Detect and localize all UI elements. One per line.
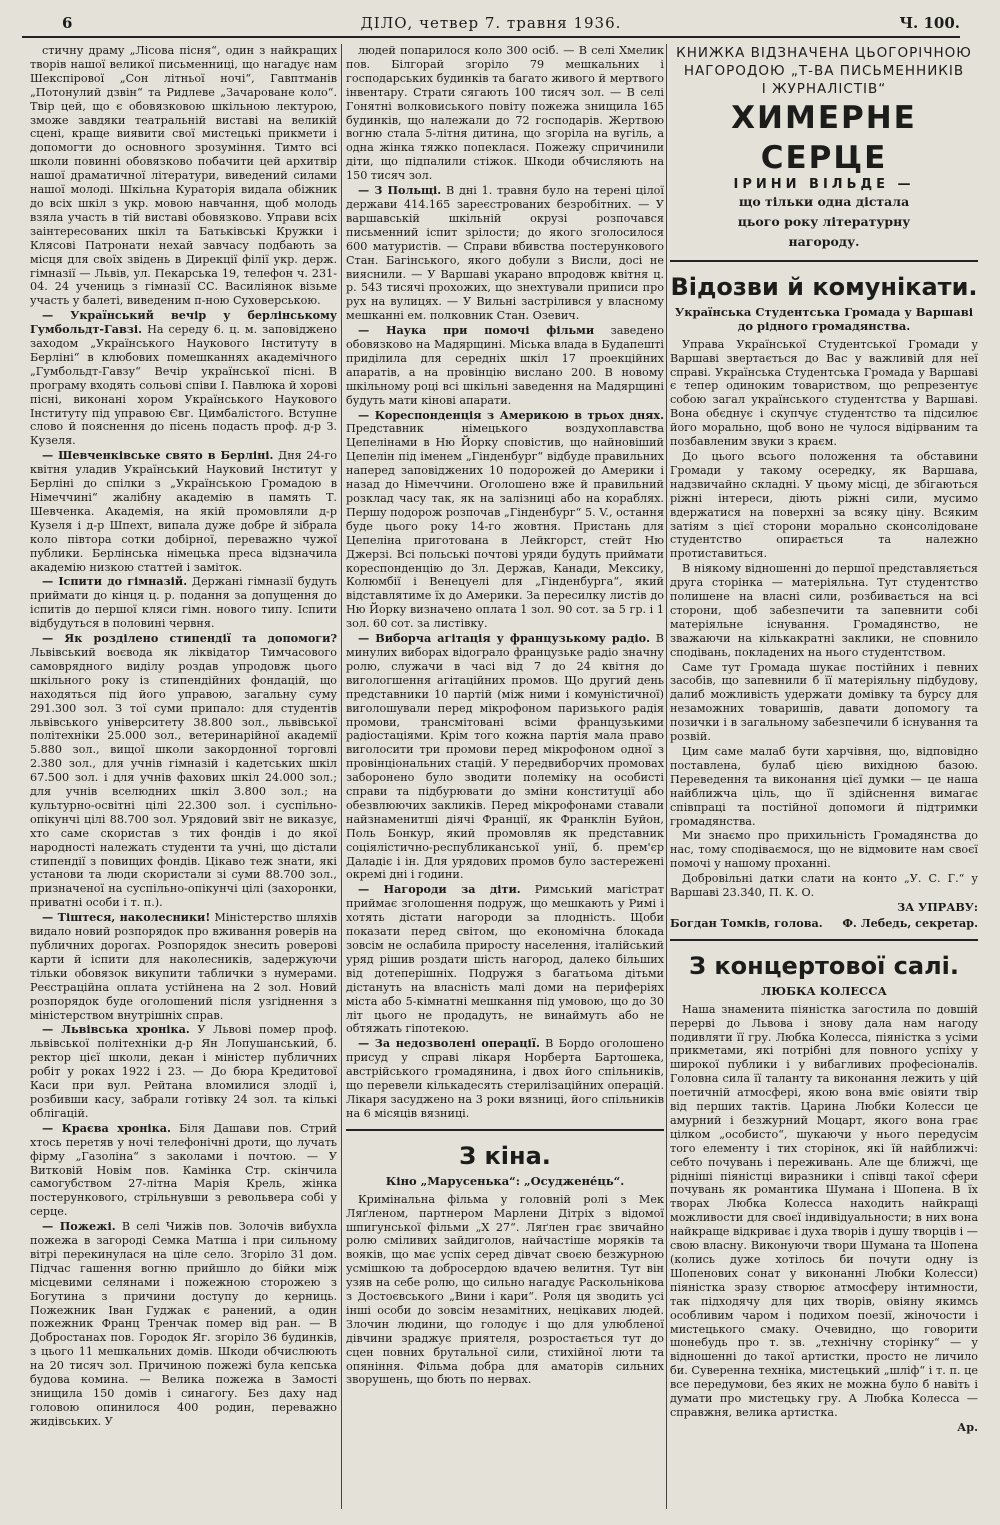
advert-line: НАГОРОДОЮ „Т-ВА ПИСЬМЕННИКІВ	[683, 63, 965, 79]
news-headline: — Наука при помочі фільми	[358, 323, 595, 338]
news-headline: — Пожежі.	[42, 1219, 116, 1234]
masthead	[22, 14, 960, 38]
news-item	[346, 883, 664, 1036]
cinema-subheading: Кіно „Марусенька“: „Осуджене́ць“.	[385, 1173, 625, 1188]
news-text: В дні 1. травня було на терені цілої держави 414.165 зареєстрованих безробітних. — У варшавській шкільній окрузі розпочався письменний іспит зрілости; до якого зголосилося 600 матуристів. — Справи вбивства постерункового Стан. Багінського, якого добули з Висли, досі не вияснили. — У Варшаві укарано впродовж квітня ц. р. 543 тисячі прохожих, що знехтували приписи про рух на вулицях. — У Вильні застрілився у власному мешканні ем. полковник Стан. Озевич.	[346, 184, 664, 323]
news-item	[346, 44, 664, 183]
news-text: Римський магістрат приймає зголошення подруж, що мешкають у Римі і хотять дістати нагороди за плодність. Щоби показати перед світом, що економічна блокада зовсім не ослабила приросту населення, італійський уряд рішив роздати шість нагород, далеко більших від дотеперішніх. Подружя з багатьома дітьми дістануть на власність малі доми на периферіях міста або 5-кімнатні мешкання під умовою, що до 30 літ цього не продадуть, не винаймуть або не обтяжать гіпотекою.	[346, 883, 664, 1036]
signature-chair: Богдан Томків, голова.	[670, 915, 823, 930]
concert-heading: З концертової салі.	[688, 951, 959, 980]
column-divider	[666, 44, 667, 1509]
masthead-title: ДІЛО, четвер 7. травня 1936.	[360, 14, 622, 32]
paragraph: Саме тут Громада шукає постійних і певних засобів, що запевнили б її матеріяльну підбудову, далиб можливість удержати домівку та бурсу для незаможних товаришів, давати допомогу та позички і в загальному забезпечили б існування та розвій.	[670, 660, 978, 744]
signatures	[670, 917, 978, 931]
news-headline: — Нагороди за діти.	[358, 882, 521, 897]
news-text: заведено обовязково на Мадярщині. Міська влада в Будапешті приділила для середніх шкіл 17 проекційних апаратів, а на провінцію вислано 200. В новому шкільному році всі шкільні заведення на Мадярщині будуть мати кінові апарати.	[346, 324, 664, 407]
cinema-review: Кримінальна фільма у головній ролі з Мек Ляґленом, партнером Марлени Дітріх з відомої шпигунської фільми „Х 27“. Ляґлен грає звичайно ролю сміливих зайдиголов, найчастіше моряків та вояків, що має успіх серед дівчат своєю безжурною усмішкою та добросердою вдачею велитня. Тут він узяв на себе ролю, що сильно нагадує Раскольнікова з Достоєвського „Вини і кари“. Роля ця зводить усі інші особи до зовсім незамітних, нецікавих людей. Злочин людини, що голодує і що для улюбленої дівчини зраджує приятеля, розростається тут до сцен повних брутальної сили, стихійної люти та опяніння. Фільма добра для аматорів сильних зворушень, що бють по нервах.	[346, 1192, 664, 1387]
news-item	[30, 1023, 337, 1120]
news-text: Львівський воєвода як ліквідатор Тимчасового самоврядного виділу роздав упродовж цього шкільного року із стипендійних фондацій, що находяться під його управою, загальну суму 291.300 зол. З тої суми припало: для студентів львівського університету 38.800 зол., львівської політехніки 25.000 зол., ветеринарійної академії 5.880 зол., вищої школи закордонної торговлі 2.380 зол., для учнів гімназій і кадетських шкіл 67.500 зол. і для учнів фахових шкіл 24.000 зол.; для учнів вселюдних шкіл 3.800 зол.; на культурно-освітні цілі 22.300 зол. і суспільно-опікунчі цілі 88.700 зол. Урядовий звіт не виказує, хто саме скористав з тих фондів і до якої народності належать студенти та учні, що дістали стипендії з повищих фондів. Цікаво теж знати, які установи та люди скористали зі суми 88.700 зол., призначеної на суспільно-опікунчі цілі (захоронки, приватні особи і т. п.).	[30, 645, 337, 910]
news-text: На середу 6. ц. м. заповіджено заходом „Українського Наукового Інституту в Берліні“ в клюбових помешканнях академічного „Гумбольдт-Гавзу“ Вечір української пісні. В програму входять сольові співи І. Павлюка й хорові пісні, виконані хором Українського Наукового Інституту під управою Євг. Цимбалістого. Вступне слово й пояснення до пісень подасть проф. д-р З. Кузеля.	[30, 323, 337, 448]
news-item	[346, 324, 664, 407]
concert-subheading: ЛЮБКА КОЛЕССА	[761, 983, 887, 998]
column-1-news	[30, 44, 337, 1514]
concert-author: Ар.	[957, 1419, 978, 1434]
appeals-subheading: Українська Студентська Громада у Варшаві до рідного громадянства.	[674, 304, 974, 333]
advert-line: І ЖУРНАЛІСТІВ“	[761, 81, 887, 97]
news-text: Міністерство шляхів видало новий розпорядок про вживання роверів на публичних дорогах. Розпорядок знесить роверові карти й іспити для наколесників, задержуючи тільки обовязок викупити таблички з нумерами. Реєстраційна оплата устійнена на 2 зол. Новий розпорядок буде оголошений після узгіднення з міністерством внутрішніх справ.	[30, 911, 337, 1022]
concert-section	[670, 939, 978, 1435]
news-item	[30, 1220, 337, 1429]
news-item	[346, 1037, 664, 1120]
news-headline: — Виборча агітація у французькому радіо.	[358, 631, 651, 646]
news-text: В Бордо оголошено присуд у справі лікаря Норберта Бартошека, австрійського громадянина, і двох його спільників, що перевели кількадесять стерилізаційних операцій. Лікаря засуджено на 3 роки вязниці, його спільників на 6 місяців вязниці.	[346, 1037, 664, 1120]
advert-line: цього року літературну	[737, 213, 911, 229]
news-item	[30, 632, 337, 910]
advert-author: ІРИНИ ВІЛЬДЕ —	[733, 177, 915, 192]
news-headline: — Український вечір у берлінському Гумбольдт-Гавзі.	[30, 308, 337, 337]
news-item	[30, 309, 337, 448]
advert-book-title: ХИМЕРНЕ СЕРЦЕ	[731, 100, 917, 176]
paragraph: Добровільні датки слати на конто „У. С. Г.“ у Варшаві 23.340, П. К. О.	[670, 872, 978, 900]
cinema-heading: З кіна.	[459, 1141, 551, 1170]
signature-secretary: Ф. Лебедь, секретар.	[842, 915, 978, 930]
news-headline: — З Польщі.	[358, 183, 442, 198]
news-item	[346, 184, 664, 323]
news-headline: — За недозволені операції.	[358, 1036, 540, 1051]
news-headline: — Як розділено стипендії та допомоги?	[42, 631, 337, 646]
news-text: В минулих виборах відограло французьке радіо значну ролю, служачи в часі від 7 до 24 квітня до вигологшення агітаційних промов. Що другий день представники 10 партій (між ними і комуністичної) виголошували перед мікрофоном паризького радія промови, трансмітовані всіми французькими радіостаціями. Крім того кожна партія мала право виголосити три промови перед мікрофоном одної з провінціональних стацій. У передвиборчих промовах заборонено було зводити полеміку на особисті справи та підбурювати до зміни конституції або обезвлюючих закликів. Перед мікрофонами ставали найзнаменитші діячі Франції, як Франклін Буйон, Поль Бонкур, який промовляв як представник соціялістично-республиканської унії, б. прем'єр Даладіє і ін. Для урядових промов було застережені окремі дні і години.	[346, 632, 664, 882]
column-2-news	[346, 44, 664, 1514]
page-number: 6	[62, 14, 73, 32]
news-headline: — Шевченківське свято в Берліні.	[42, 448, 274, 463]
news-headline: — Тіштеся, наколесники!	[42, 910, 211, 925]
news-item	[346, 632, 664, 882]
news-item	[30, 575, 337, 631]
news-text: стичну драму „Лісова пісня“, один з найкращих творів нашої великої письменниці, що нагадує нам Шекспірової „Сон літньої ночі“, Гавптманів „Потонулий дзвін“ та Ридлеве „Зачароване коло“. Твір цей, що є обовязковою шкільною лектурою, зможе завдяки театральній виставі на великій сцені, краще виявити свої мистецькі прикмети і допомогти до основного зрозуміння. Тимто всі школи повинні обовязково побачити цей архитвір нашої драматичної літератури, виведений силами нашої молоді. Шкільна Кураторія видала обіжник до всіх шкіл з укр. мовою навчання, щоб молодь взяла участь в тій виставі обовязково. Управи всіх заінтересованих шкіл та Батьківські Кружки і Клясові Патронати нехай завчасу подбають за місця для своїх звідень в Дирекції філії укр. держ. гімназії — Львів, ул. Пекарська 19, телефон ч. 231-04. 24 учениць з гімназії СС. Василіянок візьме участь у балеті, виведеним п-ною Суховерською.	[30, 44, 337, 308]
news-text: У Львові помер проф. львівської політехніки д-р Ян Лопушанський, б. ректор цієї школи, декан і міністер публичних робіт у роках 1922 і 23. — До бюра Кредитової Каси при вул. Рейтана вломилися злодії і, розбивши касу, забрали готівку 24 зол. та кількі облігацій.	[30, 1023, 337, 1120]
news-text: Представник німецького воздухоплавства Цепелінами в Ню Йорку сповістив, що найновіший Цепелін під іменем „Гінденбург“ відбуде правильних наперед заповіджених 10 подорожей до Америки і назад до Німеччини. Оголошено вже й правильний розклад часу так, як на залізниці або на кораблях. Першу подорож розпочав „Гінденбург“ 5. V., остання буде цього року 14-го жовтня. Пристань для Цепеліна приготована в Лейкгорст, стейт Ню Джерзі. Всі польські почтові уряди будуть приймати кореспонденцію до Зл. Держав, Канади, Мексику, Колюмбії і Венецуелі для „Гінденбурга“, який відставлятиме їх до Америки. За пересилку листів до Ню Йорку визначено оплата 1 зол. 90 сот. за 5 гр. і 1 зол. 60 сот. за листівку.	[346, 422, 664, 631]
news-item	[346, 409, 664, 632]
news-item	[30, 911, 337, 1022]
news-text: Держані гімназії будуть приймати до кінця ц. р. подання за допущення до іспитів до першої кляси гімн. нового типу. Іспити відбудуться в половині червня.	[30, 575, 337, 631]
paragraph: Управа Української Студентської Громади у Варшаві звертається до Вас у важливій для неї справі. Українська Студентська Громада у Варшаві є тепер одиноким товариством, що репрезентує собою загал українського студентства у Варшаві. Вона обєднує і скупчує студентство та підсилює його морально, щоб воно не чулося відірваним та позбавленим звуки з краєм.	[670, 337, 978, 449]
cinema-section	[346, 1129, 664, 1388]
signoff: ЗА УПРАВУ:	[897, 899, 978, 914]
news-text: Дня 24-го квітня уладив Український Науковий Інститут у Берліні до спілки з „Українською Громадою в Німеччині“ жалібну академію в память Т. Шевченка. Академія, на якій промовляли д-р Кузеля і д-р Шпехт, випала дуже добре й зібрала коло півтора сотки добірної, переважно чужої публики. Берлінська німецька преса відзначила академію низкою статтей і заміток.	[30, 449, 337, 574]
news-text: В селі Чижів пов. Золочів вибухла пожежа в загороді Семка Матша і при сильному вітрі перекинулася на ціле село. Згоріло 31 дом. Підчас гашення вогню прийшло до бійки між місцевими селянами і пожежною сторожею з Богутина з причини доступу до керниць. Пожежник Іван Гуджак є ранений, а один пожежник Франц Тренчак помер від ран. — В Добростанах пов. Городок Яг. згоріло 36 будинків, з цього 11 мешкальних домів. Шкоди обчислюють на 20 тисяч зол. Причиною пожежі була кепська будова комина. — Велика пожежа в Замості знищила 150 домів і синагогу. Без даху над головою опинилося 400 родин, переважно жидівських. У	[30, 1220, 337, 1428]
paragraph: Ми знаємо про прихильність Громадянства до нас, тому сподіваємося, що не відмовите нам своєї помочі у нашому проханні.	[670, 829, 978, 871]
column-3	[670, 44, 978, 1514]
news-headline: — Львівська хроніка.	[42, 1022, 190, 1037]
news-item	[30, 44, 337, 308]
news-item	[30, 449, 337, 574]
book-advert	[670, 44, 978, 262]
appeals-section	[670, 272, 978, 931]
paragraph: До цього всього положення та обставини Громади у такому осередку, як Варшава, надзвичайно складні. У цьому місці, де збігаються ріжні інтереси, діють ріжні сили, мусимо вдержатися на поверхні за всяку ціну. Всяким затіям з цієї сторони морально сконсолідоване студентство опирається та належно протиставиться.	[670, 449, 978, 561]
column-divider	[341, 44, 342, 1509]
advert-line: що тільки одна дістала	[738, 193, 910, 209]
advert-line: нагороду.	[788, 233, 860, 249]
news-text: Біля Дашави пов. Стрий хтось перетяв у ночі телефонічні дроти, що лучать фірму „Газоліна“ з заколами і почтою. — У Витковій Новім пов. Камінка Стр. скінчила самогубством 27-літна Марія Крель, жінка постерункового, стрільнувши з револьвера собі у серце.	[30, 1121, 337, 1219]
news-headline: — Краєва хроніка.	[42, 1120, 171, 1135]
paragraph: Наша знаменита піяністка загостила по довшій перерві до Львова і знову дала нам нагоду подивляти її гру. Любка Колесса, піяністка з усіми прикметами, які потрібні для повного успіху у широкої публики і у вибагливих професіоналів. Головна сила її таланту та виконання лежить у цій поетичній атмосфері, якою вона вміє овіяти твір від перших тактів. Царина Любки Колесси це амурний і безжурний Моцарт, якого вона грає цілком „особисто“, шукаючи у нього передусім того елементу і тих сторінок, які їй найближчі: себто почувань і переживань. Але ще ближчі, ще рідніші піяністці виразники і співці такої сфери почувань як романтика Шумана і Шопена. В їх творах Любка Колесса находить найкращі можливости для своєї індивідуальности; в них вона найкраще відкриває і духа творів і душу творців і — свою власну. Виконуючи твори Шумана та Шопена (колись дуже хотілось би почути одну із Шопенових сонат у виконанні Любки Колесси) піяністка зразу створює атмосферу інтимности, так підходячу для цих творів, овіяну якимсь особливим чаром і подихом поезії, жіночости і мистецького смаку. Очевидно, що говорити шонебудь про т. зв. „технічну сторінку“ — у відношенні до такої артистки, просто не личило би. Суверенна техніка, мистецький „шліф“ і т. п. це все передумови, без яких не можна було б навіть і думати про мистецьку гру. А Любка Колесса — справжня, велика артистка.	[670, 1002, 978, 1419]
issue-number: Ч. 100.	[899, 14, 960, 32]
paragraph: В ніякому відношенні до першої представляється друга сторінка — матеріяльна. Тут студентство полишене на власні сили, розбивається на всі сторони, щоб забезпечити та запевнити собі матеріяльне існування. Громадянство, не зважаючи на кількакратні заклики, не сповнило сподівань, покладених на нього студентством.	[670, 562, 978, 659]
advert-line: КНИЖКА ВІДЗНАЧЕНА ЦЬОГОРІЧНОЮ	[676, 45, 972, 61]
news-headline: — Іспити до гімназій.	[42, 574, 188, 589]
paragraph: Цим саме малаб бути харчівня, що, відповідно поставлена, булаб цією вихідною базою. Переведення та виконання цієї думки — це наша найближча ціль, що її здійснення вимагає співпраці та постійної допомоги й підтримки громадянства.	[670, 745, 978, 828]
news-item	[30, 1122, 337, 1219]
appeals-heading: Відозви й комунікати.	[670, 272, 978, 301]
news-headline: — Кореспонденція з Америкою в трьох днях.	[358, 407, 664, 422]
news-text: людей попарилося коло 300 осіб. — В селі Хмелик пов. Білгорай згоріло 79 мешкальних і господарських будинків та багато живого й мертвого інвентару. Страти сягають 100 тисяч зол. — В селі Гонятні волковиського повіту пожежа знищила 165 будинків, що належали до 72 господарів. Жертвою вогню стала 5-літня дитина, що згоріла на вугіль, а одна жінка тяжко попеклася. Пожежу спричинили діти, що підпалили стіжок. Шкоди обчисляють на 150 тисяч зол.	[346, 44, 664, 183]
